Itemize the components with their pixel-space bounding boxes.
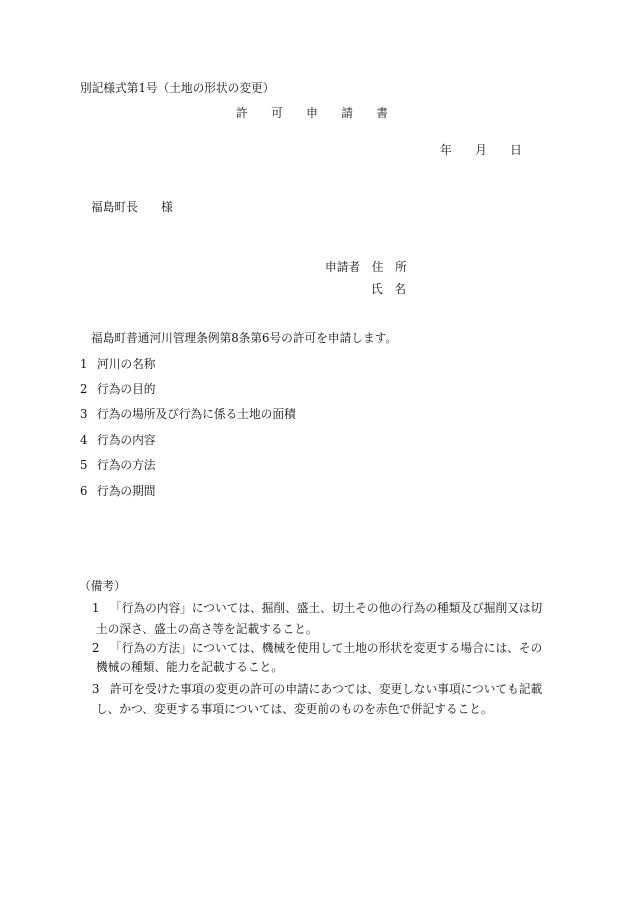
- item-label: 行為の方法: [97, 458, 156, 472]
- remark-line: 土の深さ、盛土の高さ等を記載すること。: [96, 622, 318, 636]
- item-number: 4: [80, 433, 88, 447]
- remark-number: 3: [92, 682, 100, 696]
- remark-line: 「行為の内容」については、掘削、盛土、切土その他の行為の種類及び掘削又は切: [110, 601, 543, 615]
- item-label: 行為の場所及び行為に係る土地の面積: [97, 407, 296, 421]
- item-number: 5: [80, 458, 88, 472]
- form-label: 別記様式第1号（土地の形状の変更）: [80, 81, 275, 95]
- remark-number: 2: [92, 641, 100, 655]
- page-title: 許 可 申 請 書: [236, 106, 388, 120]
- remarks-heading: （備考）: [79, 579, 126, 593]
- item-label: 河川の名称: [97, 357, 156, 371]
- applicant-name-label: 氏 名: [371, 282, 407, 296]
- item-number: 3: [80, 407, 88, 421]
- addressee: 福島町長 様: [91, 200, 173, 214]
- applicant-address-label: 申請者 住 所: [325, 260, 407, 274]
- remark-line: 「行為の方法」については、機械を使用して土地の形状を変更する場合には、その: [110, 641, 543, 655]
- item-number: 1: [80, 357, 88, 371]
- remark-line: し、かつ、変更する事項については、変更前のものを赤色で併記すること。: [96, 702, 493, 716]
- item-label: 行為の内容: [97, 433, 156, 447]
- item-label: 行為の期間: [97, 484, 156, 498]
- remark-number: 1: [92, 601, 100, 615]
- item-number: 6: [80, 484, 88, 498]
- item-label: 行為の目的: [97, 382, 156, 396]
- application-statement: 福島町普通河川管理条例第8条第6号の許可を申請します。: [91, 331, 398, 345]
- remark-line: 許可を受けた事項の変更の許可の申請にあつては、変更しない事項についても記載: [110, 682, 543, 696]
- date-line: 年 月 日: [440, 143, 522, 157]
- remark-line: 機械の種類、能力を記載すること。: [96, 660, 284, 674]
- item-number: 2: [80, 382, 88, 396]
